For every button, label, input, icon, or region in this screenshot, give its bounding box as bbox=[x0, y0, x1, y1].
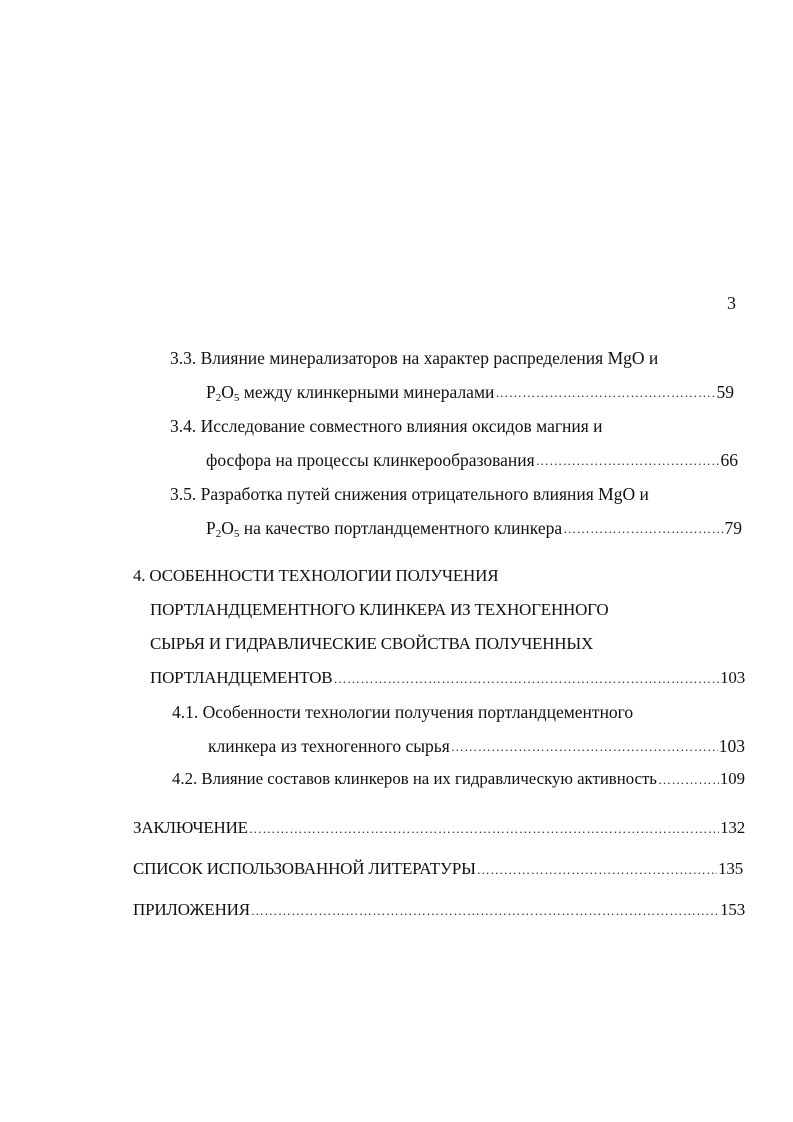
toc-label bbox=[170, 347, 658, 369]
toc-entry-3-4 bbox=[170, 413, 730, 437]
toc-entry-appendices bbox=[133, 897, 745, 921]
dot-leader bbox=[249, 822, 719, 835]
dot-leader bbox=[658, 773, 719, 786]
toc-page: 59 bbox=[716, 382, 734, 402]
toc-title: ПОРТЛАНДЦЕМЕНТОВ bbox=[150, 668, 333, 687]
toc-title: между клинкерными минералами bbox=[239, 382, 495, 402]
toc-section-number: 3.3. bbox=[170, 348, 197, 368]
toc-page: 135 bbox=[718, 859, 743, 878]
toc-title: Влияние составов клинкеров на их гидравлическую активность bbox=[201, 769, 657, 788]
toc-page: 153 bbox=[720, 900, 745, 919]
formula-sub: 2 bbox=[215, 528, 222, 540]
toc-section-number: 4.1. bbox=[172, 702, 199, 722]
toc-page: 79 bbox=[724, 518, 742, 538]
formula-o: O bbox=[221, 518, 234, 538]
formula-sub: 5 bbox=[233, 392, 240, 404]
toc-entry-references bbox=[133, 856, 743, 880]
toc-entry-4-cont-3 bbox=[150, 665, 745, 689]
toc-entry-3-3 bbox=[170, 345, 730, 369]
formula-o: O bbox=[221, 382, 234, 402]
toc-section-number: 3.4. bbox=[170, 416, 197, 436]
toc-label bbox=[172, 701, 633, 723]
toc-page: 132 bbox=[720, 818, 745, 837]
formula-sub: 2 bbox=[215, 392, 222, 404]
toc-entry-conclusion bbox=[133, 815, 745, 839]
toc-entry-4-cont-2 bbox=[150, 631, 743, 655]
toc-entry-4-1 bbox=[172, 699, 732, 723]
toc-title: ЗАКЛЮЧЕНИЕ bbox=[133, 818, 248, 837]
dot-leader bbox=[477, 863, 717, 876]
formula-sub: 5 bbox=[233, 528, 240, 540]
toc-page: 66 bbox=[720, 450, 738, 470]
page-number: 3 bbox=[727, 293, 736, 313]
toc-label bbox=[172, 768, 657, 790]
toc-title: Особенности технологии получения портландцементного bbox=[202, 702, 634, 722]
toc-section-number: 3.5. bbox=[170, 484, 197, 504]
toc-title: СЫРЬЯ И ГИДРАВЛИЧЕСКИЕ СВОЙСТВА ПОЛУЧЕННЫХ bbox=[150, 634, 594, 653]
toc-label bbox=[170, 415, 603, 437]
toc-entry-4-cont-1 bbox=[150, 597, 743, 621]
formula-p: P bbox=[206, 382, 216, 402]
dot-leader bbox=[536, 454, 720, 467]
toc-title: фосфора на процессы клинкерообразования bbox=[206, 450, 535, 470]
toc-entry-4-2 bbox=[172, 766, 745, 790]
toc-title: клинкера из техногенного сырья bbox=[208, 736, 450, 756]
toc-title: на качество портландцементного клинкера bbox=[239, 518, 563, 538]
toc-title: Исследование совместного влияния оксидов магния и bbox=[200, 416, 603, 436]
toc-entry-4-1-cont bbox=[208, 733, 745, 757]
toc-entry-3-5 bbox=[170, 481, 730, 505]
formula-p: P bbox=[206, 518, 216, 538]
dot-leader bbox=[451, 740, 718, 753]
dot-leader bbox=[333, 672, 719, 685]
toc-title: ПРИЛОЖЕНИЯ bbox=[133, 900, 250, 919]
toc-entry-3-3-cont bbox=[206, 379, 734, 403]
toc-label bbox=[133, 565, 498, 587]
toc-section-number: 4. bbox=[133, 566, 146, 585]
toc-title: Влияние минерализаторов на характер распределения MgO и bbox=[200, 348, 659, 368]
toc-title: ОСОБЕННОСТИ ТЕХНОЛОГИИ ПОЛУЧЕНИЯ bbox=[149, 566, 499, 585]
dot-leader bbox=[251, 904, 719, 917]
toc-label bbox=[206, 381, 494, 403]
toc-title: ПОРТЛАНДЦЕМЕНТНОГО КЛИНКЕРА ИЗ ТЕХНОГЕННОГО bbox=[150, 600, 609, 619]
toc-page: 103 bbox=[720, 668, 745, 687]
toc-entry-3-5-cont bbox=[206, 515, 742, 539]
toc-label bbox=[170, 483, 649, 505]
dot-leader bbox=[563, 522, 723, 535]
toc-section-number: 4.2. bbox=[172, 769, 198, 788]
dot-leader bbox=[495, 386, 715, 399]
toc-entry-4 bbox=[133, 563, 743, 587]
toc-title: СПИСОК ИСПОЛЬЗОВАННОЙ ЛИТЕРАТУРЫ bbox=[133, 859, 476, 878]
toc-page: 103 bbox=[718, 736, 745, 756]
toc-label bbox=[206, 517, 562, 539]
toc-entry-3-4-cont bbox=[206, 447, 738, 471]
toc-page: 109 bbox=[719, 769, 745, 788]
toc-title: Разработка путей снижения отрицательного влияния MgO и bbox=[200, 484, 649, 504]
